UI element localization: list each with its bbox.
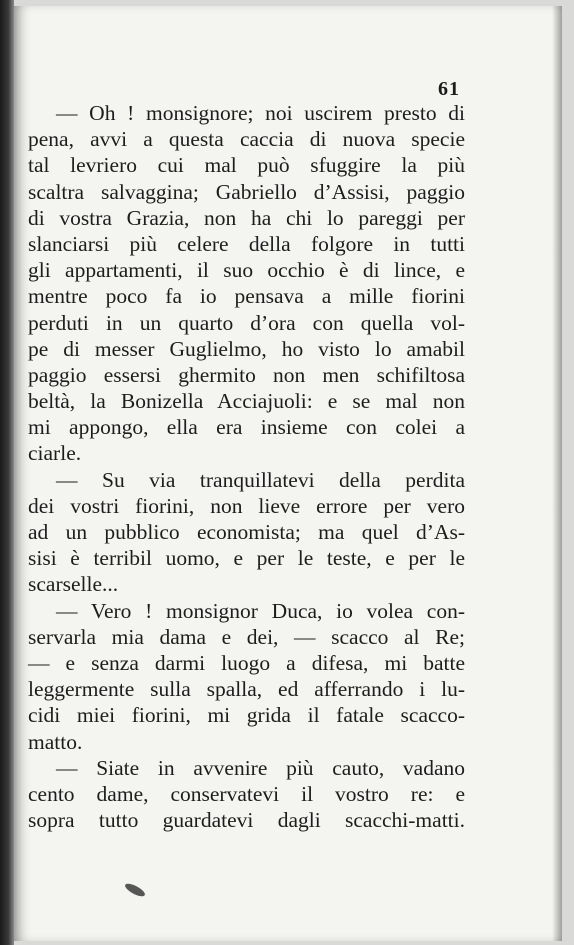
- text-line-25: matto.: [28, 729, 83, 754]
- text-line-23: leggermente sulla spalla, ed afferrando i lu-: [28, 677, 465, 702]
- text-line-28: sopra tutto guardatevi dagli scacchi-matti.: [28, 808, 465, 833]
- text-line-27: cento dame, conservatevi il vostro re: e: [28, 781, 465, 806]
- text-line-21: servarla mia dama e dei, — scacco al Re;: [28, 624, 465, 649]
- text-line-15: — Su via tranquillatevi della perdita: [56, 467, 465, 492]
- text-line-12: beltà, la Bonizella Acciajuoli: e se mal non: [28, 389, 465, 414]
- text-line-13: mi appongo, ella era insieme con colei a: [28, 415, 465, 440]
- book-page: [14, 6, 562, 941]
- text-line-26: — Siate in avvenire più cauto, vadano: [56, 755, 465, 780]
- text-line-1: — Oh ! monsignore; noi uscirem presto di: [56, 101, 465, 125]
- text-line-4: scaltra salvaggina; Gabriello d’Assisi, paggio: [28, 179, 465, 204]
- text-line-20: — Vero ! monsignor Duca, io volea con-: [56, 598, 465, 623]
- text-line-3: tal levriero cui mal può sfuggire la più: [28, 153, 465, 178]
- text-line-2: pena, avvi a questa caccia di nuova specie: [28, 127, 465, 152]
- body-text: [28, 100, 465, 833]
- text-line-19: scarselle...: [28, 572, 119, 597]
- text-line-8: mentre poco fa io pensava a mille fiorini: [28, 284, 465, 309]
- page-edge-shadow: [552, 6, 562, 941]
- text-line-11: paggio essersi ghermito non men schifiltosa: [28, 362, 465, 387]
- text-line-9: perduti in un quarto d’ora con quella vol-: [28, 310, 465, 335]
- book-gutter: [0, 0, 14, 945]
- page-number: 61: [438, 78, 460, 100]
- text-line-10: pe di messer Guglielmo, ho visto lo amabil: [28, 336, 465, 361]
- text-line-6: slanciarsi più celere della folgore in tutti: [28, 231, 465, 256]
- text-line-16: dei vostri fiorini, non lieve errore per vero: [28, 493, 465, 518]
- ink-smudge: [123, 881, 146, 898]
- text-line-17: ad un pubblico economista; ma quel d’As-: [28, 520, 465, 544]
- text-line-14: ciarle.: [28, 441, 82, 466]
- text-line-18: sisi è terribil uomo, e per le teste, e per le: [28, 546, 465, 571]
- text-line-24: cidi miei fiorini, mi grida il fatale scacco-: [28, 703, 465, 728]
- text-line-7: gli appartamenti, il suo occhio è di lince, e: [28, 258, 465, 283]
- text-line-22: — e senza darmi luogo a difesa, mi batte: [28, 650, 465, 675]
- text-line-5: di vostra Grazia, non ha chi lo pareggi per: [28, 205, 465, 230]
